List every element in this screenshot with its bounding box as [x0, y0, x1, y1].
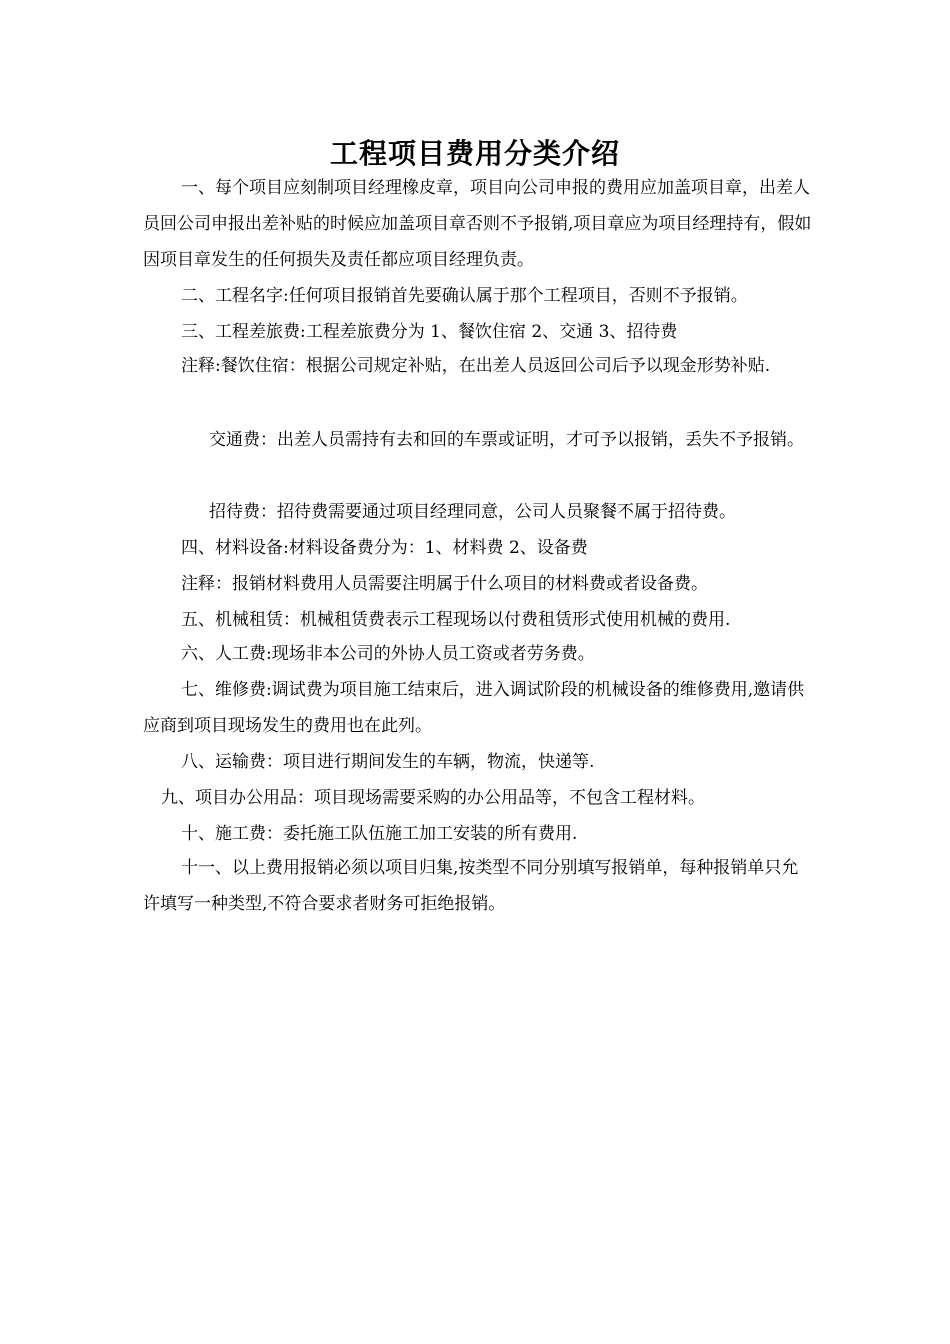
paragraph-10: 十、施工费：委托施工队伍施工加工安装的所有费用.	[181, 824, 578, 844]
paragraph-6: 六、人工费:现场非本公司的外协人员工资或者劳务费。	[181, 644, 595, 664]
paragraph-2: 二、工程名字:任何项目报销首先要确认属于那个工程项目，否则不予报销。	[181, 286, 748, 306]
paragraph-note-meals: 注释:餐饮住宿：根据公司规定补贴，在出差人员返回公司后予以现金形势补贴.	[181, 356, 771, 376]
paragraph-5: 五、机械租赁：机械租赁费表示工程现场以付费租赁形式使用机械的费用.	[181, 610, 731, 630]
paragraph-note-materials: 注释：报销材料费用人员需要注明属于什么项目的材料费或者设备费。	[181, 574, 708, 594]
paragraph-1: 一、每个项目应刻制项目经理橡皮章，项目向公司申报的费用应加盖项目章，出差人员回公司申报出差补贴的时候应加盖项目章否则不予报销,项目章应为项目经理持有，假如因项目章发生的任何损失及责任都应项目经理负责。	[143, 178, 812, 270]
paragraph-8: 八、运输费：项目进行期间发生的车辆，物流，快递等.	[181, 752, 595, 772]
paragraph-4: 四、材料设备:材料设备费分为：1、材料费 2、设备费	[181, 538, 588, 558]
paragraph-note-transport: 交通费：出差人员需持有去和回的车票或证明，才可予以报销，丢失不予报销。	[209, 430, 804, 450]
paragraph-note-entertainment: 招待费：招待费需要通过项目经理同意，公司人员聚餐不属于招待费。	[209, 502, 736, 522]
paragraph-11: 十一、以上费用报销必须以项目归集,按类型不同分别填写报销单，每种报销单只允许填写一种类型,不符合要求者财务可拒绝报销。	[143, 858, 799, 914]
paragraph-7: 七、维修费:调试费为项目施工结束后，进入调试阶段的机械设备的维修费用,邀请供应商到项目现场发生的费用也在此列。	[143, 680, 805, 736]
paragraph-9: 九、项目办公用品：项目现场需要采购的办公用品等，不包含工程材料。	[161, 788, 705, 808]
document-title: 工程项目费用分类介绍	[329, 137, 620, 170]
paragraph-3: 三、工程差旅费:工程差旅费分为 1、餐饮住宿 2、交通 3、招待费	[181, 322, 678, 342]
